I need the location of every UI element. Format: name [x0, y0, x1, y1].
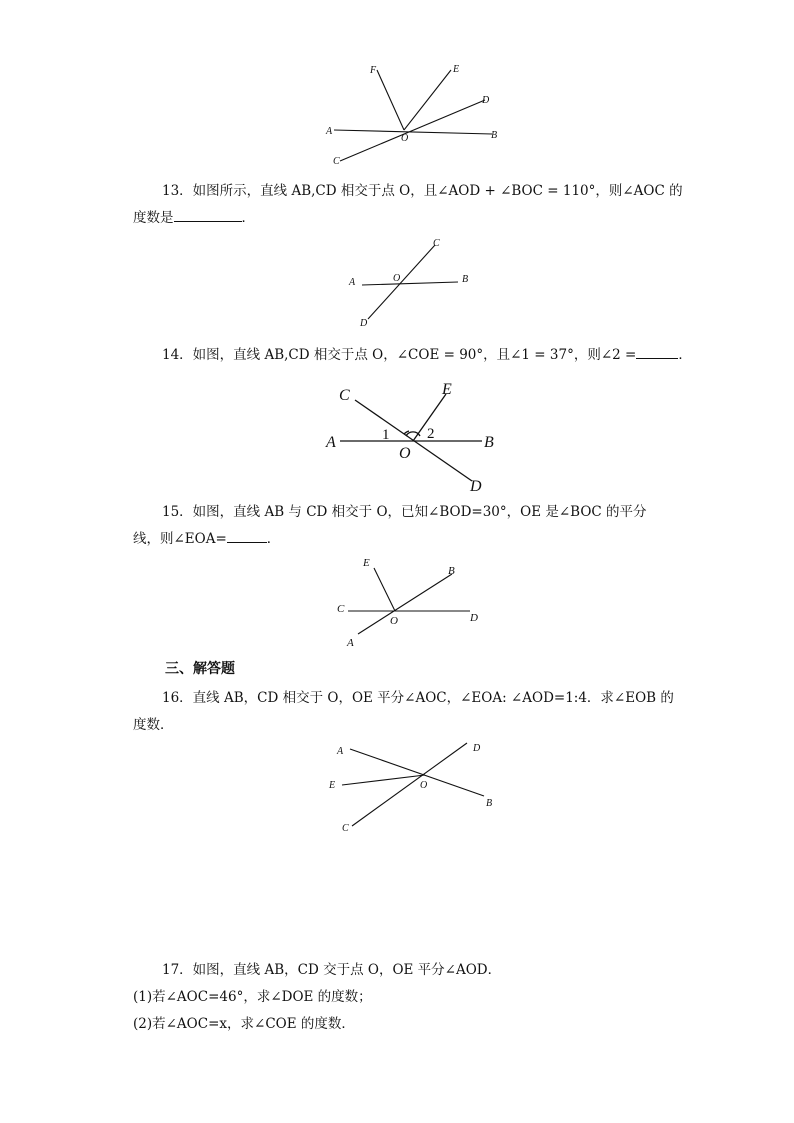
- label-D: D: [473, 743, 481, 754]
- label-O: O: [399, 445, 411, 462]
- label-angle-2: 2: [427, 426, 435, 442]
- question-15-line2: 线，则∠EOA= ．: [133, 528, 280, 550]
- label-A: A: [326, 126, 333, 137]
- question-15-line1: 15．如图，直线 AB 与 CD 相交于 O，已知∠BOD=30°，OE 是∠BOC 的平分: [162, 504, 647, 520]
- label-C: C: [333, 156, 340, 167]
- label-E: E: [329, 780, 336, 791]
- label-O: O: [393, 273, 401, 284]
- figure-15: [330, 554, 490, 650]
- label-D: D: [470, 612, 478, 624]
- answer-blank-14[interactable]: [636, 344, 678, 359]
- label-C: C: [433, 238, 440, 249]
- question-13-line1: 13．如图所示，直线 AB,CD 相交于点 O，且∠AOD + ∠BOC = 110°，则∠AOC 的: [162, 183, 683, 199]
- figure-16: [322, 736, 502, 838]
- label-C: C: [342, 823, 349, 834]
- label-B: B: [448, 565, 455, 577]
- label-D: D: [470, 478, 482, 495]
- question-16-line2: 度数．: [133, 717, 174, 733]
- label-angle-1: 1: [382, 427, 390, 443]
- label-B: B: [491, 130, 498, 141]
- label-E: E: [442, 381, 452, 398]
- label-A: A: [347, 637, 354, 649]
- figure-14: [320, 376, 510, 496]
- answer-blank-15[interactable]: [227, 528, 267, 543]
- label-A: A: [326, 434, 336, 451]
- label-O: O: [420, 780, 428, 791]
- label-E: E: [453, 64, 460, 75]
- question-13-line2: 度数是 ．: [133, 207, 255, 229]
- label-O: O: [401, 133, 409, 144]
- question-16-line1: 16．直线 AB，CD 相交于 O，OE 平分∠AOC，∠EOA: ∠AOD=1:4．求∠EOB 的: [162, 690, 674, 706]
- label-A: A: [337, 746, 344, 757]
- label-B: B: [486, 798, 493, 809]
- label-C: C: [339, 387, 350, 404]
- answer-blank-13[interactable]: [174, 207, 242, 222]
- label-A: A: [349, 277, 356, 288]
- label-F: F: [370, 65, 377, 76]
- label-B: B: [484, 434, 494, 451]
- label-B: B: [462, 274, 469, 285]
- label-D: D: [360, 318, 368, 329]
- figure-12: [320, 58, 510, 168]
- question-14-line1: 14．如图，直线 AB,CD 相交于点 O，∠COE = 90°，且∠1 = 37°，则∠2 = ．: [162, 344, 692, 366]
- section-title: 三、解答题: [165, 661, 235, 677]
- label-E: E: [363, 557, 370, 569]
- label-O: O: [390, 615, 398, 627]
- question-17-line3: (2)若∠AOC=x，求∠COE 的度数．: [133, 1016, 355, 1032]
- figure-13: [340, 235, 480, 330]
- label-D: D: [482, 95, 490, 106]
- question-17-line1: 17．如图，直线 AB，CD 交于点 O，OE 平分∠AOD．: [162, 962, 502, 978]
- label-C: C: [337, 603, 345, 615]
- question-17-line2: (1)若∠AOC=46°，求∠DOE 的度数；: [133, 989, 372, 1005]
